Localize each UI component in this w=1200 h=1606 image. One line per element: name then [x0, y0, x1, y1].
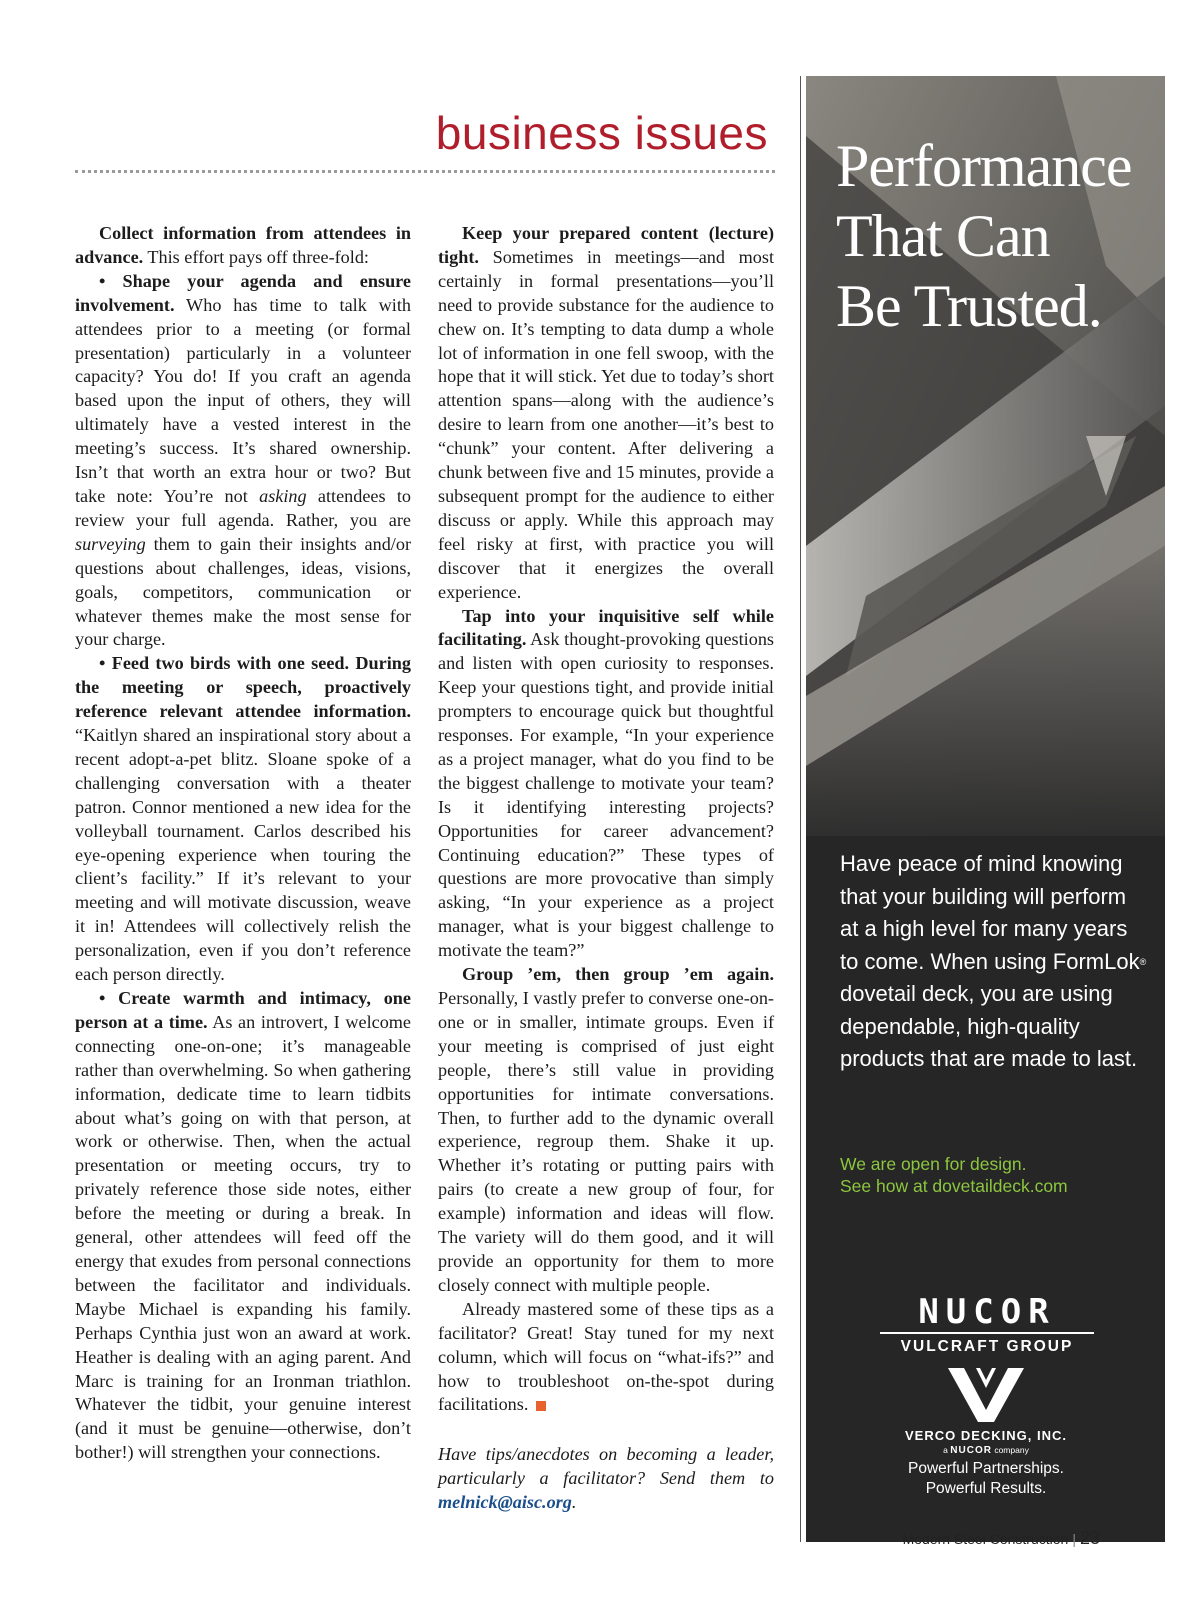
bullet-agenda-lead: • Shape your agenda and ensure involvement. [75, 270, 411, 315]
bullet-agenda-text-2: attendees to review your full agenda. Rather, you are [75, 485, 411, 530]
ad-headline-line-1: Performance [836, 133, 1132, 199]
verco-name: VERCO DECKING, INC. [904, 1428, 1067, 1443]
verco-sub-brand: NUCOR [950, 1445, 992, 1456]
section-title: business issues [435, 107, 768, 159]
email-link[interactable]: melnick@aisc.org [438, 1492, 572, 1513]
paragraph-content-tight [438, 222, 774, 605]
ad-cta-link[interactable]: See how at dovetaildeck.com [840, 1176, 1068, 1196]
tagline-line-1: Powerful Partnerships. [908, 1460, 1064, 1477]
group-lead: Group ’em, then group ’em again. [462, 964, 774, 985]
paragraph-bullet-birds [75, 652, 411, 987]
end-of-article-mark [536, 1401, 546, 1411]
bullet-warmth-text: As an introvert, I welcome connecting one-on-one; it’s manageable rather than overwhelming. So when gathering information, dedicate time to learn tidbits about what’s going on with that person, at work or otherwise. Then, when the actual presentation or meeting occurs, try to privately reference those side notes, either before the meeting or during a break. In general, other attendees will feed off the energy that exudes from personal connections between the facilitator and individuals. Maybe Michael is expanding his family. Perhaps Cynthia just won an award at work. Heather is dealing with an aging parent. And Marc is training for an Ironman triathlon. Whatever the tidbit, your genuine interest (and it must be genuine—otherwise, don’t bother!) will strengthen your connections. [75, 1011, 412, 1463]
footer-separator: | [1072, 1531, 1076, 1547]
vulcraft-group-label: VULCRAFT GROUP [900, 1338, 1074, 1355]
bullet-warmth-lead: • Create warmth and intimacy, one person at a time. [75, 988, 411, 1032]
ad-headline-line-3: Be Trusted. [836, 273, 1102, 339]
group-text: Personally, I vastly prefer to converse one-on-one or in smaller, intimate groups. Even if your meeting is comprised of just eight people, there’s still value in providing opportunities for intimate conversations. Then, to further add to the dynamic overall experience, regroup them. Shake it up. Whether it’s rotating or putting pairs with pairs (to create a new group of four, for example) information and ideas will flow. The variety will do them good, and it will provide an opportunity for them to more closely connect with multiple people. [438, 988, 774, 1295]
ad-cta [840, 1153, 1160, 1197]
note-text: Have tips/anecdotes on becoming a leader, particularly a facilitator? Send them to [438, 1444, 774, 1489]
author-note [438, 1443, 774, 1515]
verco-v-icon [946, 1366, 1026, 1424]
inquisitive-text: Ask thought-provoking questions and listen with open curiosity to responses. Keep your questions tight, and provide initial prompters to encourage quick but thoughtful responses. For example, “In your experience as a project manager, what do you find to be the biggest challenge to motivate your team? Is it identifying interesting projects? Opportunities for career advancement? Continuing education?” These types of questions are more provocative than simply asking, “In your experience as a project manager, what is your biggest challenge to motivate the team?” [438, 629, 774, 961]
bullet-birds-lead: • Feed two birds with one seed. During the meeting or speech, proactively reference relevant attendee information. [75, 653, 411, 722]
paragraph-group [438, 963, 774, 1298]
note-end: . [571, 1492, 577, 1513]
bullet-birds-text: “Kaitlyn shared an inspirational story about a recent adopt-a-pet blitz. Sloane spoke of a challenging conversation with a theater patron. Connor mentioned a new idea for the volleyball tournament. Carlos described his eye-opening experience when touring the client’s facility.” If it’s relevant to your meeting and will motivate discussion, weave it in! Attendees will collectively relish the personalization, even if you don’t reference each person directly. [75, 725, 411, 985]
verco-subline [876, 1445, 1096, 1456]
verco-sub-b: company [994, 1445, 1029, 1455]
content-tight-text: Sometimes in meetings—and most certainly in formal presentations—you’ll need to provide substance for the audience to chew on. It’s tempting to data dump a whole lot of information in one fell swoop, with the hope that it will stick. Yet due to today’s short attention spans—along with the audience’s desire to learn from one another—it’s best to “chunk” your content. After delivering a chunk between five and 15 minutes, provide a subsequent prompt for the audience to either discuss or apply. While this approach may feel risky at first, with practice you will discover that it energizes the overall experience. [438, 246, 774, 602]
page-number: 23 [1079, 1528, 1100, 1548]
ad-body-copy [840, 848, 1150, 1076]
paragraph-bullet-agenda [75, 270, 411, 653]
paragraph-closing [438, 1298, 774, 1418]
advertisement [806, 76, 1165, 1542]
emphasis-asking: asking [259, 485, 307, 506]
closing-text: Already mastered some of these tips as a facilitator? Great! Stay tuned for my next column, which will focus on “what-ifs?” and how to troubleshoot on-the-spot during facilitations. [438, 1298, 774, 1415]
ad-body-text-2: dovetail deck, you are using dependable, high-quality products that are made to last. [840, 981, 1138, 1071]
ad-headline [836, 131, 1156, 341]
advertisement-divider [800, 76, 801, 1542]
inquisitive-lead: Tap into your inquisitive self while facilitating. [438, 605, 774, 650]
paragraph-inquisitive [438, 605, 774, 964]
bullet-agenda-text-3: them to gain their insights and/or questions about challenges, ideas, visions, goals, competitors, communication or whatever themes make the most sense for your charge. [75, 533, 411, 650]
article-column-1 [75, 222, 411, 1465]
intro-lead: Collect information from attendees in advance. [75, 223, 411, 267]
verco-decking-logo [876, 1366, 1096, 1456]
ad-tagline [836, 1459, 1136, 1499]
registered-mark: ® [1139, 956, 1147, 967]
logo-rule [880, 1332, 1094, 1334]
paragraph-intro [75, 222, 411, 270]
nucor-vulcraft-logo [872, 1294, 1102, 1356]
page-footer [903, 1528, 1100, 1549]
content-tight-lead: Keep your prepared content (lecture) tight. [438, 223, 774, 267]
tagline-line-2: Powerful Results. [925, 1480, 1047, 1497]
verco-sub-a: a [943, 1445, 948, 1455]
bullet-agenda-text: Who has time to talk with attendees prior to a meeting (or formal presentation) particularly in a volunteer capacity? You do! If you craft an agenda based upon the input of others, they will ultimately have a vested interest in the meeting’s success. It’s shared ownership. Isn’t that worth an extra hour or two? But take note: You’re not [75, 294, 411, 506]
intro-text: This effort pays off three-fold: [143, 246, 369, 267]
article-column-2 [438, 222, 774, 1515]
paragraph-bullet-warmth [75, 987, 411, 1465]
ad-headline-line-2: That Can [836, 203, 1050, 269]
ad-cta-line-1: We are open for design. [840, 1154, 1027, 1174]
emphasis-surveying: surveying [75, 533, 146, 554]
publication-name: Modern Steel Construction [902, 1531, 1069, 1547]
ad-body-text: Have peace of mind knowing that your building will perform at a high level for many years to come. When using FormLok [840, 851, 1140, 974]
dotted-divider [75, 170, 775, 173]
nucor-wordmark: NUCOR [918, 1292, 1056, 1332]
